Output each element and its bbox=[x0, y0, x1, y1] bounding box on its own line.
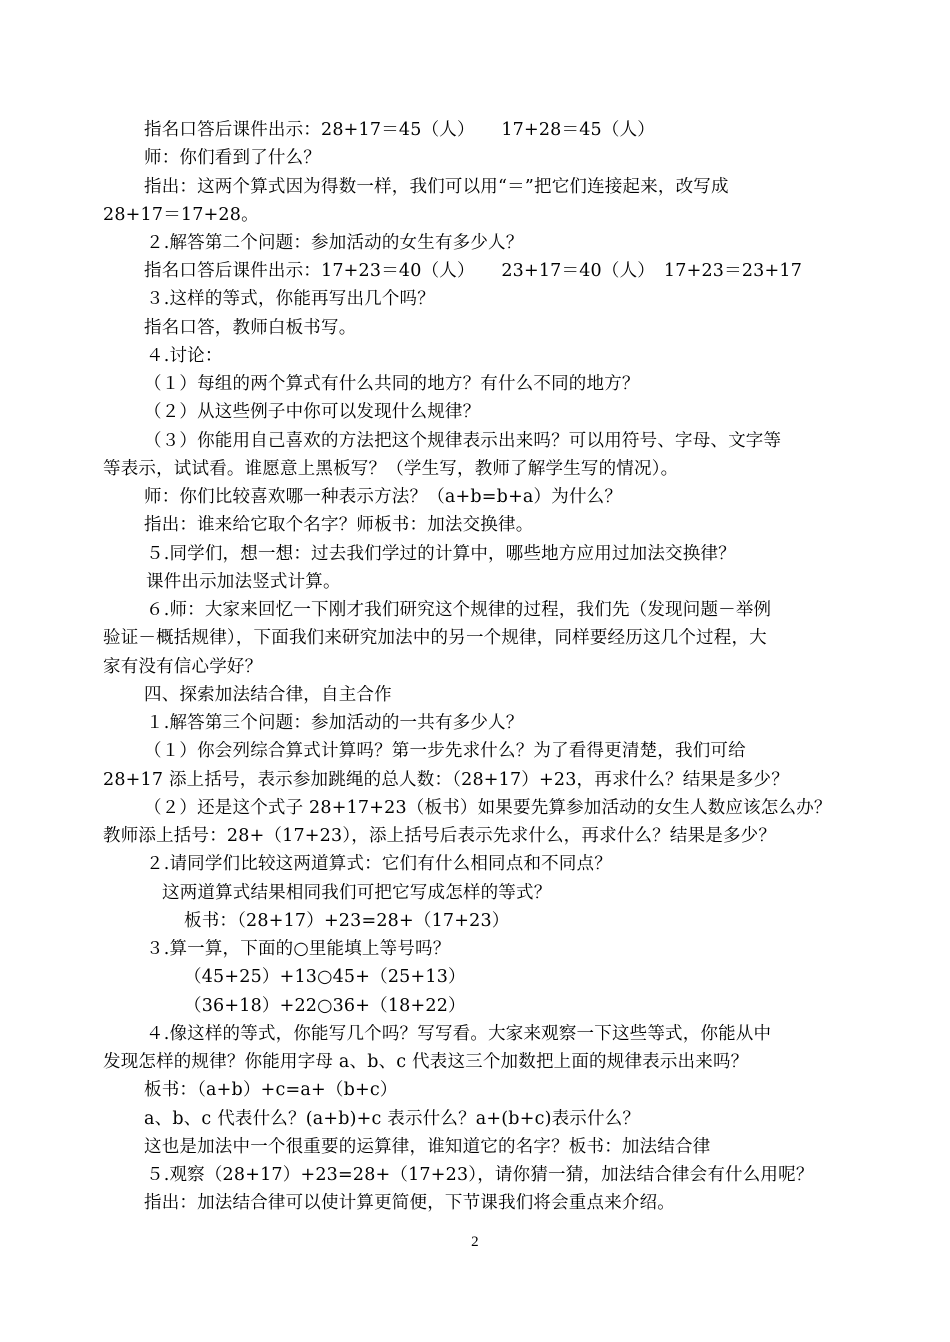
text-line: 指名口答后课件出示：28+17＝45（人） 17+28＝45（人） bbox=[144, 120, 655, 140]
text-line: （３）你能用自己喜欢的方法把这个规律表示出来吗？可以用符号、字母、文字等 bbox=[144, 431, 782, 451]
text-line: 这两道算式结果相同我们可把它写成怎样的等式？ bbox=[162, 883, 552, 903]
text-line: ３.算一算，下面的○里能填上等号吗？ bbox=[146, 939, 451, 959]
text-line: 师：你们比较喜欢哪一种表示方法？（a+b=b+a）为什么？ bbox=[144, 487, 623, 507]
text-line: （１）你会列综合算式计算吗？第一步先求什么？为了看得更清楚，我们可给 bbox=[144, 741, 746, 761]
text-line: ６.师：大家来回忆一下刚才我们研究这个规律的过程，我们先（发现问题－举例 bbox=[146, 600, 772, 620]
text-line: 指名口答，教师白板书写。 bbox=[144, 318, 357, 338]
text-line: （２）从这些例子中你可以发现什么规律？ bbox=[144, 402, 481, 422]
equation-line: （36+18）+22○36+（18+22） bbox=[184, 996, 466, 1016]
text-line: 板书：（28+17）+23=28+（17+23） bbox=[184, 911, 510, 931]
text-line: （１）每组的两个算式有什么共同的地方？有什么不同的地方？ bbox=[144, 374, 640, 394]
text-line: 板书：（a+b）+c=a+（b+c） bbox=[144, 1080, 398, 1100]
text-line: １.解答第三个问题：参加活动的一共有多少人？ bbox=[146, 713, 524, 733]
text-line: 师：你们看到了什么？ bbox=[144, 148, 321, 168]
text-line: 28+17＝17+28。 bbox=[103, 205, 259, 225]
text-line: 指出：谁来给它取个名字？师板书：加法交换律。 bbox=[144, 515, 534, 535]
text-line: 家有没有信心学好？ bbox=[103, 657, 263, 677]
text-line: 发现怎样的规律？你能用字母 a、b、c 代表这三个加数把上面的规律表示出来吗？ bbox=[103, 1052, 749, 1072]
text-line: 指出：加法结合律可以使计算更简便，下节课我们将会重点来介绍。 bbox=[144, 1193, 675, 1213]
section-heading: 四、探索加法结合律，自主合作 bbox=[144, 685, 392, 705]
text-line: ５.观察（28+17）+23=28+（17+23），请你猜一猜，加法结合律会有什么用呢？ bbox=[146, 1165, 814, 1185]
text-line: 课件出示加法竖式计算。 bbox=[146, 572, 341, 592]
text-line: 教师添上括号：28+（17+23），添上括号后表示先求什么，再求什么？结果是多少？ bbox=[103, 826, 777, 846]
text-line: 验证－概括规律），下面我们来研究加法中的另一个规律，同样要经历这几个过程，大 bbox=[103, 628, 767, 648]
text-line: （２）还是这个式子 28+17+23（板书）如果要先算参加活动的女生人数应该怎么办？ bbox=[144, 798, 832, 818]
text-line: 这也是加法中一个很重要的运算律，谁知道它的名字？板书：加法结合律 bbox=[144, 1137, 711, 1157]
text-line: ３.这样的等式，你能再写出几个吗？ bbox=[146, 289, 435, 309]
text-line: ５.同学们，想一想：过去我们学过的计算中，哪些地方应用过加法交换律？ bbox=[146, 544, 736, 564]
text-line: 等表示，试试看。谁愿意上黑板写？（学生写，教师了解学生写的情况）。 bbox=[103, 459, 679, 479]
text-line: ２.解答第二个问题：参加活动的女生有多少人？ bbox=[146, 233, 524, 253]
text-line: 指出：这两个算式因为得数一样，我们可以用“＝”把它们连接起来，改写成 bbox=[144, 177, 729, 197]
text-line: 指名口答后课件出示：17+23＝40（人） 23+17＝40（人） 17+23＝23+17 bbox=[144, 261, 803, 281]
text-line: ２.请同学们比较这两道算式：它们有什么相同点和不同点？ bbox=[146, 854, 612, 874]
text-line: 28+17 添上括号，表示参加跳绳的总人数：（28+17）+23，再求什么？结果是多少？ bbox=[103, 770, 789, 790]
text-line: ４.像这样的等式，你能写几个吗？写写看。大家来观察一下这些等式，你能从中 bbox=[146, 1024, 772, 1044]
text-line: a、b、c 代表什么？(a+b)+c 表示什么？a+(b+c)表示什么？ bbox=[144, 1109, 641, 1129]
page-number: 2 bbox=[471, 1234, 479, 1250]
equation-line: （45+25）+13○45+（25+13） bbox=[184, 967, 466, 987]
text-line: ４.讨论： bbox=[146, 346, 223, 366]
